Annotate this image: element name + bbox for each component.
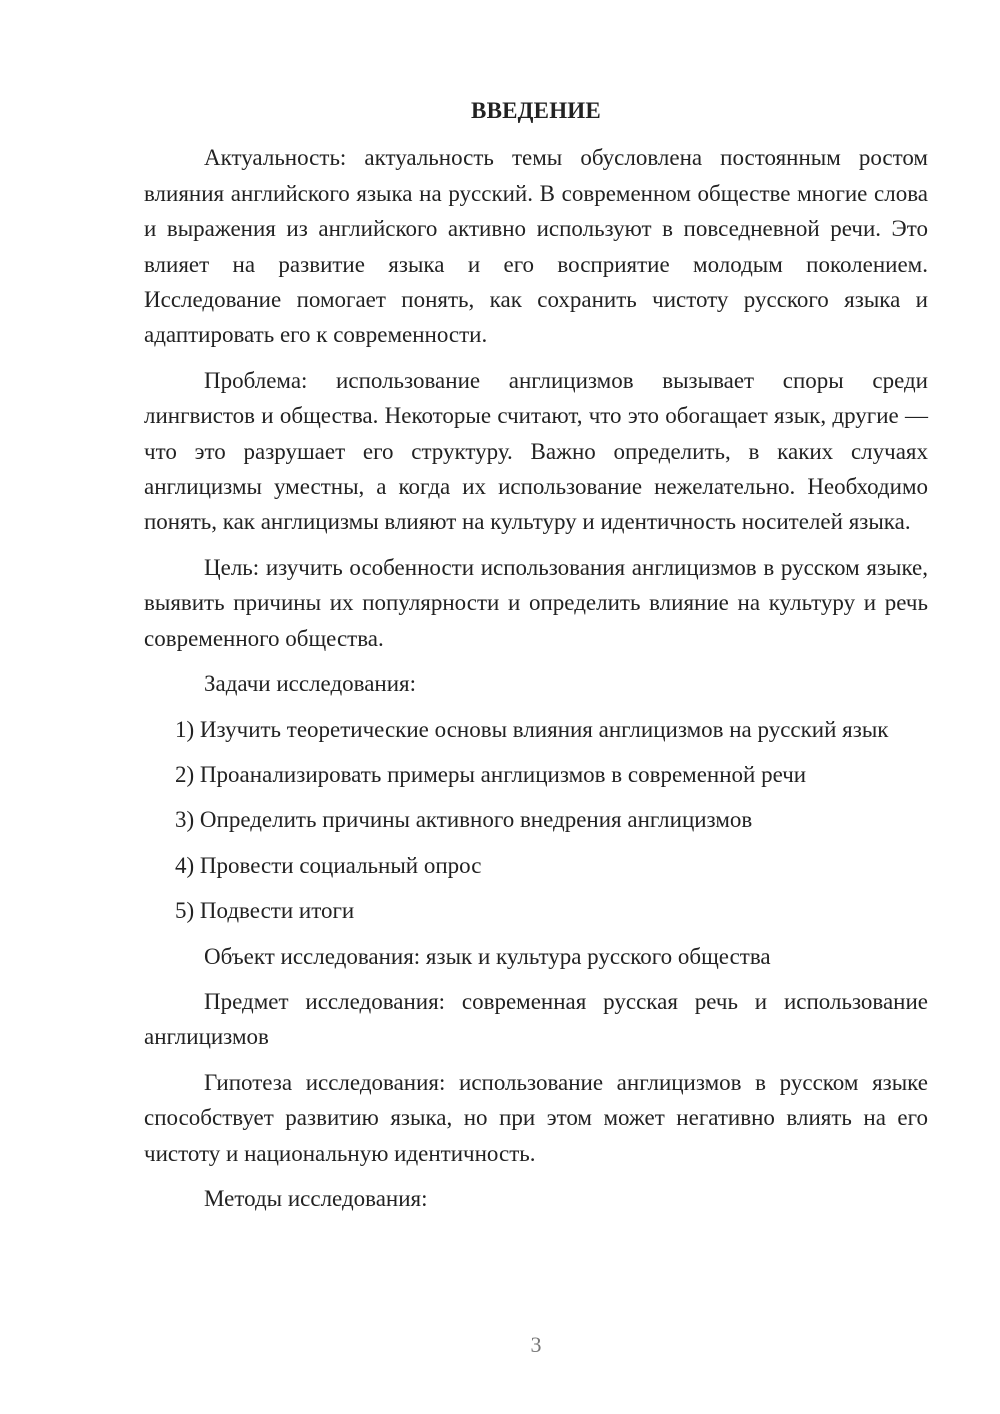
hypothesis-paragraph: Гипотеза исследования: использование англицизмов в русском языке способствует развитию языка, но при этом может негативно влиять на его чистоту и национальную идентичность. bbox=[144, 1069, 928, 1166]
task-item-5: 5) Подвести итоги bbox=[175, 898, 355, 924]
task-item-2: 2) Проанализировать примеры англицизмов в современной речи bbox=[175, 761, 807, 787]
task-item-3: 3) Определить причины активного внедрения англицизмов bbox=[175, 807, 753, 833]
tasks-heading: Задачи исследования: bbox=[204, 671, 417, 697]
subject-paragraph: Предмет исследования: современная русская речь и использование англицизмов bbox=[144, 988, 928, 1050]
task-item-4: 4) Провести социальный опрос bbox=[175, 852, 482, 878]
goal-paragraph: Цель: изучить особенности использования англицизмов в русском языке, выявить причины их популярности и определить влияние на культуру и речь современного общества. bbox=[144, 554, 928, 651]
task-item-1: 1) Изучить теоретические основы влияния англицизмов на русский язык bbox=[175, 716, 889, 742]
methods-heading: Методы исследования: bbox=[204, 1185, 428, 1211]
page-content bbox=[144, 93, 928, 1226]
page-title: ВВЕДЕНИЕ bbox=[471, 98, 601, 123]
problem-paragraph: Проблема: использование англицизмов вызывает споры среди лингвистов и общества. Некоторые считают, что это обогащает язык, другие — что это разрушает его структуру. Важно определить, в каких случаях англицизмы уместны, а когда их использование нежелательно. Необходимо понять, как англицизмы влияют на культуру и идентичность носителей языка. bbox=[144, 367, 928, 535]
page-number: 3 bbox=[530, 1332, 542, 1357]
object-paragraph: Объект исследования: язык и культура русского общества bbox=[204, 943, 771, 969]
relevance-paragraph: Актуальность: актуальность темы обусловлена постоянным ростом влияния английского языка на русский. В современном обществе многие слова и выражения из английского активно используют в повседневной речи. Это влияет на развитие языка и его восприятие молодым поколением. Исследование помогает понять, как сохранить чистоту русского языка и адаптировать его к современности. bbox=[144, 145, 928, 348]
